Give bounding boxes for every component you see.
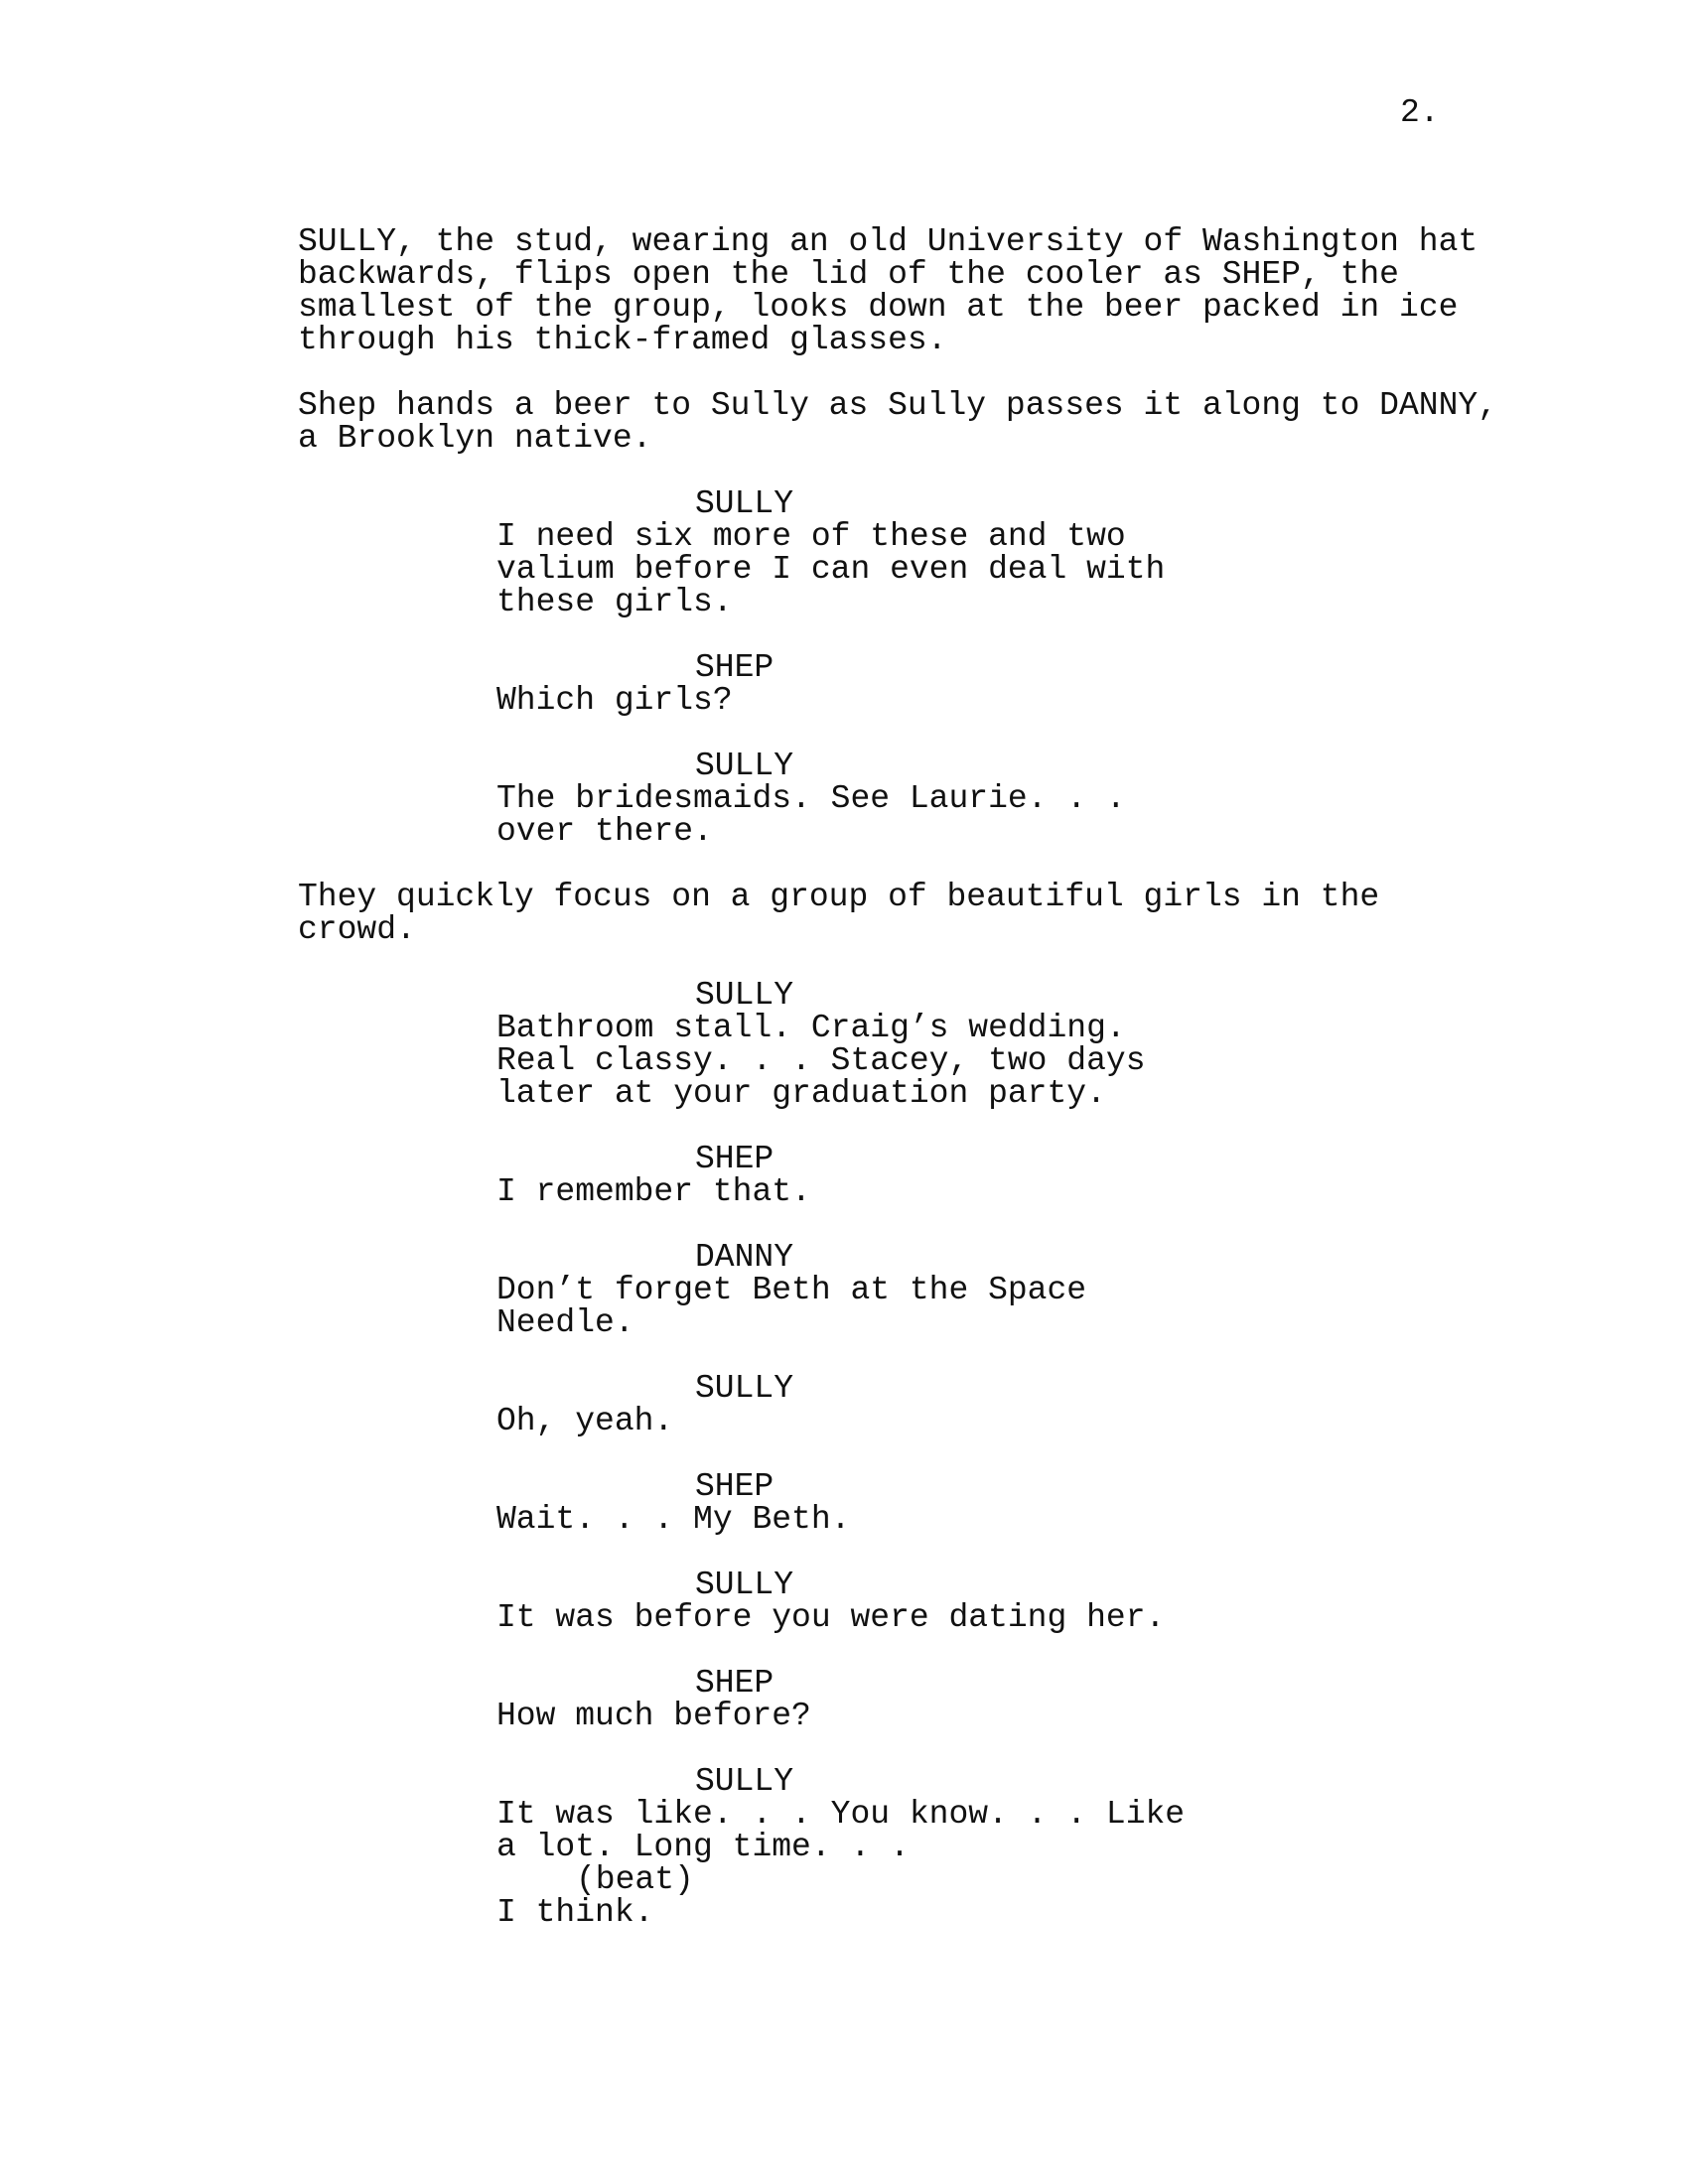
dialogue-block bbox=[0, 979, 1688, 1110]
dialogue-block bbox=[0, 1470, 1688, 1536]
block-spacer bbox=[0, 618, 1688, 651]
dialogue-line: a lot. Long time. . . bbox=[496, 1829, 910, 1865]
block-spacer bbox=[0, 848, 1688, 881]
dialogue-block bbox=[0, 651, 1688, 717]
block-spacer bbox=[0, 1110, 1688, 1143]
block-spacer bbox=[0, 1208, 1688, 1241]
character-name: SULLY bbox=[695, 977, 794, 1014]
dialogue-line: these girls. bbox=[496, 584, 733, 620]
dialogue-line: valium before I can even deal with bbox=[496, 551, 1166, 588]
dialogue-block bbox=[0, 1569, 1688, 1634]
dialogue-block bbox=[0, 1667, 1688, 1732]
character-name: SHEP bbox=[695, 1665, 774, 1702]
action-line: through his thick-framed glasses. bbox=[298, 322, 947, 358]
action-line: SULLY, the stud, wearing an old University of Washington hat bbox=[298, 223, 1478, 260]
dialogue-line: Which girls? bbox=[496, 682, 733, 719]
character-name: SULLY bbox=[695, 1370, 794, 1407]
dialogue-block bbox=[0, 1372, 1688, 1437]
dialogue-block bbox=[0, 750, 1688, 848]
dialogue-block bbox=[0, 487, 1688, 618]
dialogue-line: It was like. . . You know. . . Like bbox=[496, 1796, 1186, 1833]
block-spacer bbox=[0, 1437, 1688, 1470]
dialogue-line: Real classy. . . Stacey, two days bbox=[496, 1042, 1146, 1079]
dialogue-line: Bathroom stall. Craig’s wedding. bbox=[496, 1010, 1126, 1046]
screenplay-body bbox=[0, 225, 1688, 1929]
dialogue-line: Oh, yeah. bbox=[496, 1403, 674, 1439]
action-block bbox=[0, 389, 1688, 455]
dialogue-line: Wait. . . My Beth. bbox=[496, 1501, 851, 1538]
dialogue-line: I remember that. bbox=[496, 1173, 811, 1210]
block-spacer bbox=[0, 1536, 1688, 1569]
dialogue-line: I think. bbox=[496, 1894, 654, 1931]
dialogue-line: Don’t forget Beth at the Space bbox=[496, 1272, 1087, 1308]
action-line: smallest of the group, looks down at the beer packed in ice bbox=[298, 289, 1459, 326]
character-name: SULLY bbox=[695, 485, 794, 522]
dialogue-block bbox=[0, 1241, 1688, 1339]
action-block bbox=[0, 881, 1688, 946]
character-name: SHEP bbox=[695, 649, 774, 686]
block-spacer bbox=[0, 356, 1688, 389]
action-block bbox=[0, 225, 1688, 356]
character-name: DANNY bbox=[695, 1239, 794, 1276]
dialogue-line: How much before? bbox=[496, 1698, 811, 1734]
action-line: crowd. bbox=[298, 911, 416, 948]
character-name: SHEP bbox=[695, 1141, 774, 1177]
block-spacer bbox=[0, 1732, 1688, 1765]
parenthetical-line: (beat) bbox=[576, 1861, 694, 1898]
block-spacer bbox=[0, 1634, 1688, 1667]
action-line: Shep hands a beer to Sully as Sully passes it along to DANNY, bbox=[298, 387, 1497, 424]
dialogue-line: over there. bbox=[496, 813, 713, 850]
character-name: SULLY bbox=[695, 748, 794, 784]
dialogue-line: Needle. bbox=[496, 1304, 634, 1341]
action-line: backwards, flips open the lid of the cooler as SHEP, the bbox=[298, 256, 1399, 293]
character-name: SHEP bbox=[695, 1468, 774, 1505]
block-spacer bbox=[0, 1339, 1688, 1372]
block-spacer bbox=[0, 717, 1688, 750]
dialogue-block bbox=[0, 1765, 1688, 1929]
dialogue-line: later at your graduation party. bbox=[496, 1075, 1106, 1112]
action-line: They quickly focus on a group of beautiful girls in the bbox=[298, 879, 1380, 915]
dialogue-block bbox=[0, 1143, 1688, 1208]
character-name: SULLY bbox=[695, 1567, 794, 1603]
dialogue-line: It was before you were dating her. bbox=[496, 1599, 1166, 1636]
dialogue-line: The bridesmaids. See Laurie. . . bbox=[496, 780, 1126, 817]
action-line: a Brooklyn native. bbox=[298, 420, 652, 457]
character-name: SULLY bbox=[695, 1763, 794, 1800]
block-spacer bbox=[0, 946, 1688, 979]
page-number: 2. bbox=[1400, 94, 1440, 131]
dialogue-line: I need six more of these and two bbox=[496, 518, 1126, 555]
block-spacer bbox=[0, 455, 1688, 487]
